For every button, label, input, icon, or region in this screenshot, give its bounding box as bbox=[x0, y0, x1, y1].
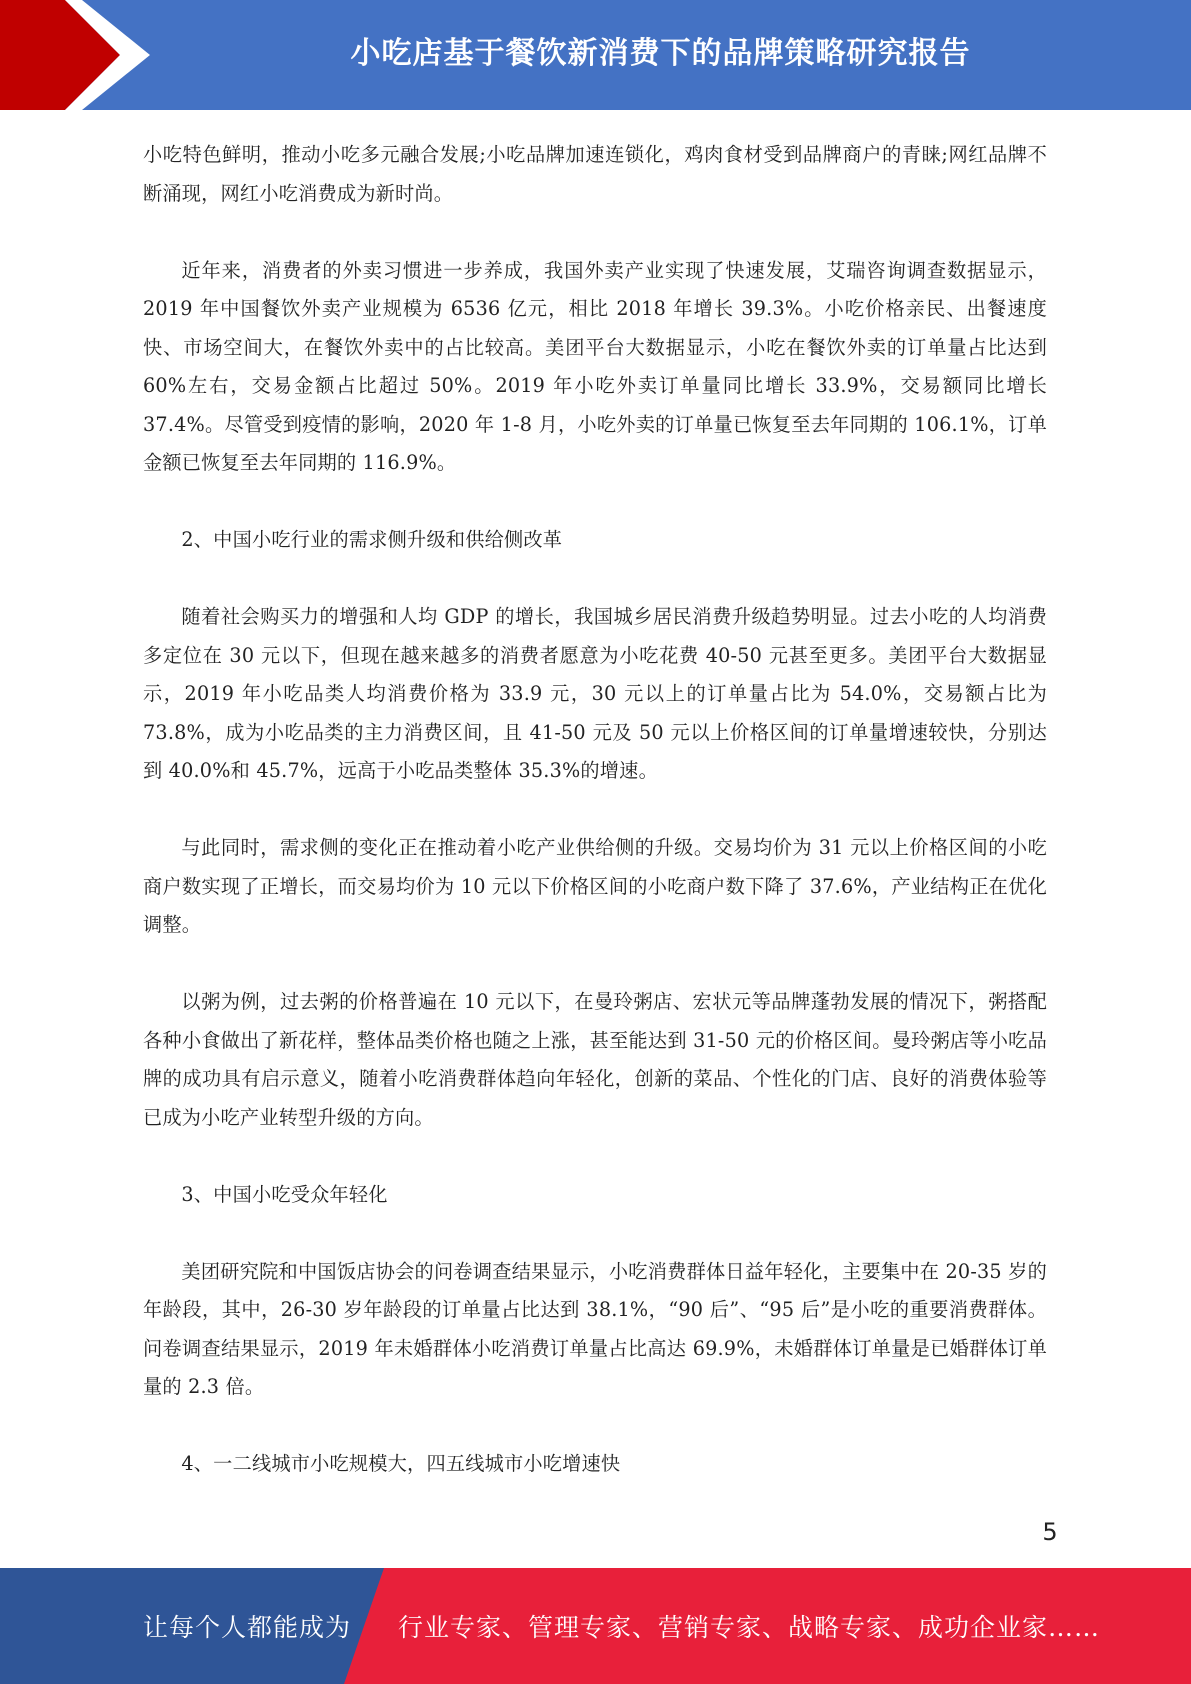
page-footer bbox=[0, 1568, 1191, 1684]
paragraph: 以粥为例，过去粥的价格普遍在 10 元以下，在曼玲粥店、宏状元等品牌蓬勃发展的情况下，粥搭配各种小食做出了新花样，整体品类价格也随之上涨，甚至能达到 31-50 元的价格区间。曼玲粥店等小吃品牌的成功具有启示意义，随着小吃消费群体趋向年轻化，创新的菜品、个性化的门店、良好的消费体验等已成为小吃产业转型升级的方向。 bbox=[143, 990, 1047, 1129]
paragraph: 美团研究院和中国饭店协会的问卷调查结果显示，小吃消费群体日益年轻化，主要集中在 20-35 岁的年龄段，其中，26-30 岁年龄段的订单量占比达到 38.1%，“90 后”、“95 后”是小吃的重要消费群体。问卷调查结果显示，2019 年未婚群体小吃消费订单量占比高达 69.9%，未婚群体订单量是已婚群体订单量的 2.3 倍。 bbox=[143, 1259, 1047, 1398]
page-number: 5 bbox=[1042, 1518, 1058, 1546]
paragraph: 与此同时，需求侧的变化正在推动着小吃产业供给侧的升级。交易均价为 31 元以上价格区间的小吃商户数实现了正增长，而交易均价为 10 元以下价格区间的小吃商户数下降了 37.6%，产业结构正在优化调整。 bbox=[143, 836, 1047, 936]
section-heading: 2、中国小吃行业的需求侧升级和供给侧改革 bbox=[181, 528, 563, 551]
paragraph: 小吃特色鲜明，推动小吃多元融合发展;小吃品牌加速连锁化，鸡肉食材受到品牌商户的青睐;网红品牌不断涌现，网红小吃消费成为新时尚。 bbox=[143, 143, 1047, 205]
page-content bbox=[143, 136, 1047, 1484]
document-title: 小吃店基于餐饮新消费下的品牌策略研究报告 bbox=[350, 36, 971, 71]
section-heading: 4、一二线城市小吃规模大，四五线城市小吃增速快 bbox=[181, 1452, 621, 1475]
paragraph: 随着社会购买力的增强和人均 GDP 的增长，我国城乡居民消费升级趋势明显。过去小吃的人均消费多定位在 30 元以下，但现在越来越多的消费者愿意为小吃花费 40-50 元甚至更多。美团平台大数据显示，2019 年小吃品类人均消费价格为 33.9 元，30 元以上的订单量占比为 54.0%，交易额占比为 73.8%，成为小吃品类的主力消费区间，且 41-50 元及 50 元以上价格区间的订单量增速较快，分别达到 40.0%和 45.7%，远高于小吃品类整体 35.3%的增速。 bbox=[143, 605, 1047, 782]
footer-slogan-right: 行业专家、管理专家、营销专家、战略专家、成功企业家…… bbox=[398, 1613, 1101, 1642]
page-header bbox=[0, 0, 1191, 110]
section-heading: 3、中国小吃受众年轻化 bbox=[181, 1182, 388, 1206]
paragraph: 近年来，消费者的外卖习惯进一步养成，我国外卖产业实现了快速发展，艾瑞咨询调查数据显示，2019 年中国餐饮外卖产业规模为 6536 亿元，相比 2018 年增长 39.3%。小吃价格亲民、出餐速度快、市场空间大，在餐饮外卖中的占比较高。美团平台大数据显示，小吃在餐饮外卖的订单量占比达到 60%左右，交易金额占比超过 50%。2019 年小吃外卖订单量同比增长 33.9%，交易额同比增长 37.4%。尽管受到疫情的影响，2020 年 1-8 月，小吃外卖的订单量已恢复至去年同期的 106.1%，订单金额已恢复至去年同期的 116.9%。 bbox=[143, 258, 1047, 474]
header-arrow-graphic bbox=[0, 0, 160, 110]
footer-slogan-left: 让每个人都能成为 bbox=[143, 1613, 352, 1642]
